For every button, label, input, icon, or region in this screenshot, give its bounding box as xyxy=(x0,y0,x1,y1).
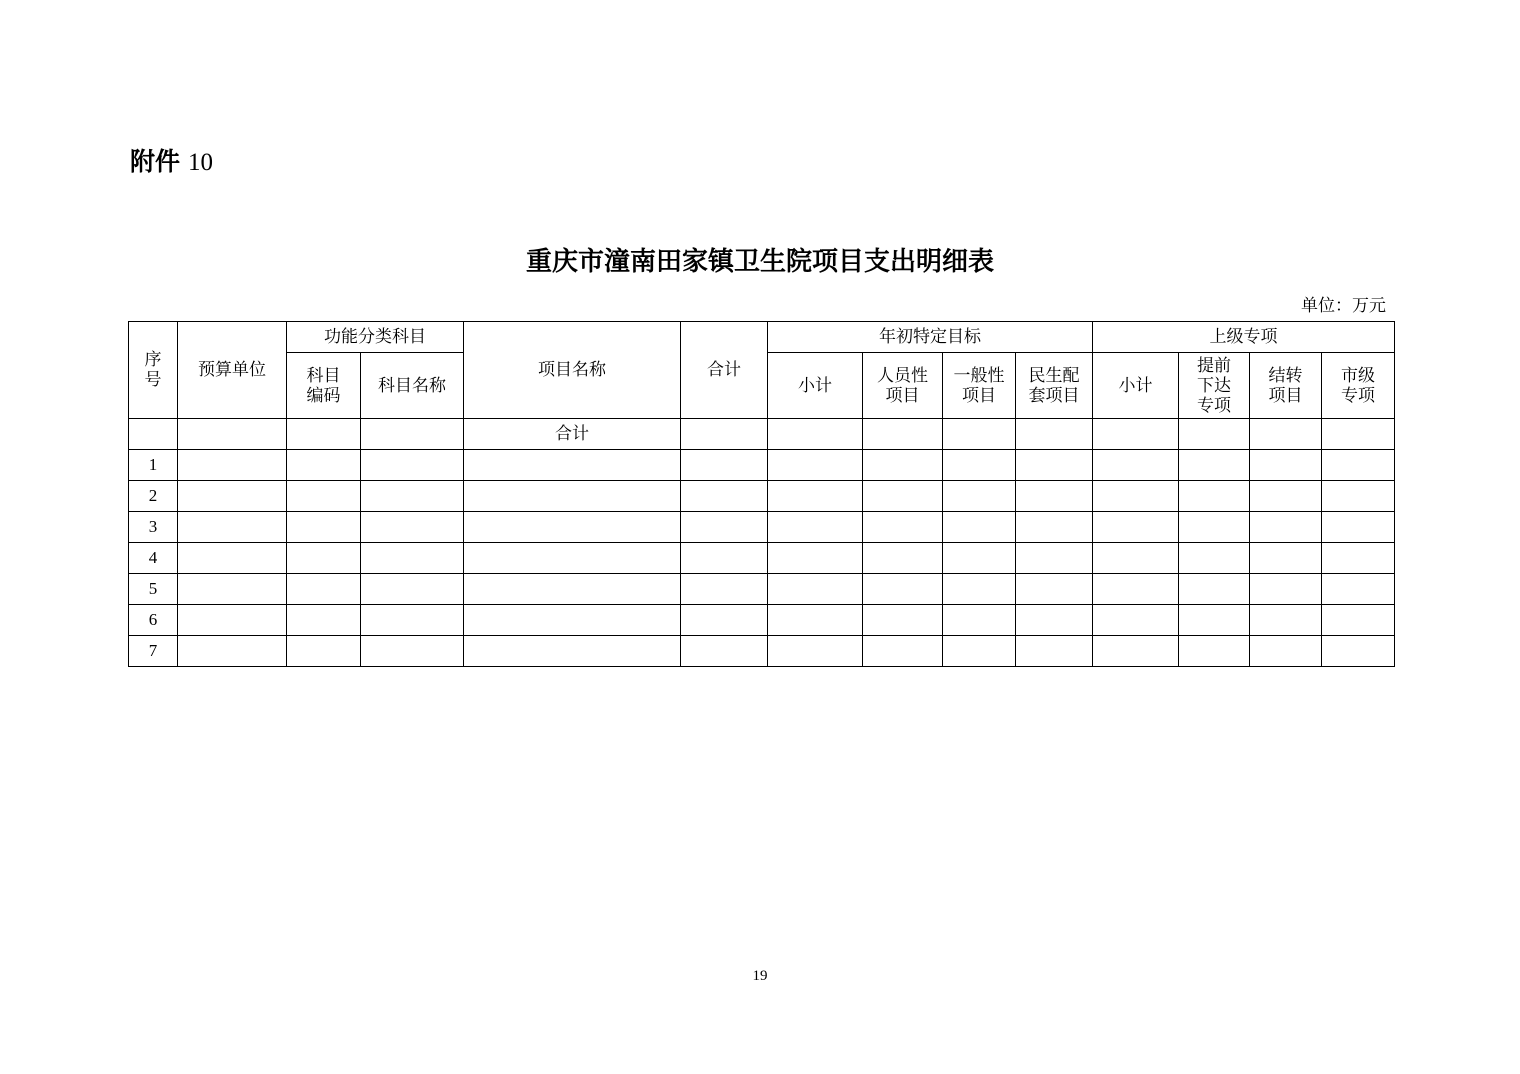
table-cell xyxy=(1322,605,1395,636)
table-cell xyxy=(943,481,1016,512)
table-cell xyxy=(768,636,863,667)
header-advance-special xyxy=(1179,353,1250,419)
table-cell xyxy=(1016,481,1093,512)
header-superior-special: 上级专项 xyxy=(1093,322,1395,353)
table-cell xyxy=(1179,481,1250,512)
row-number: 7 xyxy=(129,636,178,667)
table-cell xyxy=(1093,574,1179,605)
table-cell xyxy=(943,605,1016,636)
table-cell xyxy=(1250,512,1322,543)
table-cell xyxy=(287,636,361,667)
header-general-project xyxy=(943,353,1016,419)
table-cell xyxy=(1093,481,1179,512)
table-cell xyxy=(1016,636,1093,667)
table-cell xyxy=(287,419,361,450)
table-cell xyxy=(178,512,287,543)
header-general-line: 项目 xyxy=(962,385,996,406)
table-cell xyxy=(361,419,464,450)
table-cell xyxy=(1322,574,1395,605)
table-cell xyxy=(1250,481,1322,512)
table-cell xyxy=(464,481,681,512)
table-cell xyxy=(1322,636,1395,667)
table-row xyxy=(129,543,1395,574)
table-cell xyxy=(1322,419,1395,450)
table-cell xyxy=(178,419,287,450)
header-subject-code-line: 编码 xyxy=(306,385,341,406)
table-row xyxy=(129,481,1395,512)
table-cell xyxy=(464,605,681,636)
row-number: 3 xyxy=(129,512,178,543)
header-carryover-line: 项目 xyxy=(1268,385,1303,406)
header-livelihood-line: 套项目 xyxy=(1028,385,1080,406)
attachment-label xyxy=(130,146,213,179)
row-number: 1 xyxy=(129,450,178,481)
header-personnel-line: 项目 xyxy=(885,385,920,406)
header-city-line: 专项 xyxy=(1341,385,1375,406)
table-cell xyxy=(863,543,943,574)
table-cell xyxy=(361,574,464,605)
table-cell xyxy=(768,481,863,512)
table-cell xyxy=(1093,605,1179,636)
attachment-number: 10 xyxy=(187,149,213,176)
table-cell xyxy=(1093,512,1179,543)
table-cell xyxy=(863,574,943,605)
table-cell xyxy=(1179,419,1250,450)
table-cell xyxy=(1322,512,1395,543)
header-general-line: 一般性 xyxy=(953,365,1005,386)
table-cell xyxy=(361,512,464,543)
table-cell xyxy=(287,512,361,543)
table-cell xyxy=(768,450,863,481)
table-cell xyxy=(1322,481,1395,512)
table-cell xyxy=(681,636,768,667)
table-cell xyxy=(1016,419,1093,450)
header-livelihood-project xyxy=(1016,353,1093,419)
table-cell xyxy=(464,512,681,543)
header-project-name: 项目名称 xyxy=(464,322,681,419)
table-cell xyxy=(681,419,768,450)
table-cell xyxy=(863,512,943,543)
table-row xyxy=(129,574,1395,605)
table-cell xyxy=(768,419,863,450)
table-cell xyxy=(1179,512,1250,543)
table-cell xyxy=(1016,543,1093,574)
table-cell xyxy=(681,574,768,605)
header-advance-line: 提前 xyxy=(1197,355,1231,376)
table-cell xyxy=(1250,574,1322,605)
header-city-special xyxy=(1322,353,1395,419)
header-personnel-line: 人员性 xyxy=(877,365,928,386)
header-annual-subtotal: 小计 xyxy=(768,353,863,419)
table-cell xyxy=(943,512,1016,543)
table-cell xyxy=(1250,419,1322,450)
table-row xyxy=(129,605,1395,636)
header-subject-code-line: 科目 xyxy=(306,365,341,386)
table-cell xyxy=(361,605,464,636)
header-annual-target: 年初特定目标 xyxy=(768,322,1093,353)
table-cell xyxy=(1016,574,1093,605)
table-cell xyxy=(1093,636,1179,667)
header-advance-line: 专项 xyxy=(1197,395,1231,416)
table-cell xyxy=(681,512,768,543)
table-cell xyxy=(464,574,681,605)
table-cell xyxy=(1093,543,1179,574)
table-row xyxy=(129,636,1395,667)
table-cell xyxy=(287,605,361,636)
header-carryover-line: 结转 xyxy=(1268,365,1303,386)
table-cell xyxy=(863,636,943,667)
table-cell xyxy=(768,574,863,605)
table-cell xyxy=(681,481,768,512)
header-seq xyxy=(129,322,178,419)
table-cell xyxy=(943,636,1016,667)
table-cell xyxy=(1093,419,1179,450)
table-cell xyxy=(1250,636,1322,667)
table-cell xyxy=(287,574,361,605)
row-number: 6 xyxy=(129,605,178,636)
table-cell xyxy=(943,543,1016,574)
table-cell xyxy=(178,543,287,574)
header-function-classification: 功能分类科目 xyxy=(287,322,464,353)
table-title: 重庆市潼南田家镇卫生院项目支出明细表 xyxy=(525,247,994,277)
table-cell xyxy=(1179,450,1250,481)
expenditure-detail-table xyxy=(128,321,1395,667)
table-cell xyxy=(361,543,464,574)
table-cell xyxy=(1179,543,1250,574)
table-row xyxy=(129,450,1395,481)
table-cell xyxy=(287,450,361,481)
table-cell xyxy=(1250,605,1322,636)
table-cell xyxy=(1322,543,1395,574)
header-seq-line: 号 xyxy=(144,370,162,390)
table-cell xyxy=(863,450,943,481)
header-seq-line: 序 xyxy=(144,350,162,370)
table-cell xyxy=(1016,605,1093,636)
header-carryover-project xyxy=(1250,353,1322,419)
table-cell xyxy=(1250,543,1322,574)
header-advance-line: 下达 xyxy=(1197,375,1231,396)
table-cell xyxy=(464,636,681,667)
header-personnel-project xyxy=(863,353,943,419)
table-cell xyxy=(361,636,464,667)
header-budget-unit: 预算单位 xyxy=(178,322,287,419)
table-cell xyxy=(1016,450,1093,481)
header-superior-subtotal: 小计 xyxy=(1093,353,1179,419)
table-cell xyxy=(178,450,287,481)
page-number: 19 xyxy=(752,968,768,984)
table-cell xyxy=(464,450,681,481)
table-cell xyxy=(768,543,863,574)
table-row xyxy=(129,512,1395,543)
table-cell xyxy=(1179,574,1250,605)
table-cell xyxy=(287,543,361,574)
total-row-label: 合计 xyxy=(464,419,681,450)
table-cell xyxy=(863,481,943,512)
attachment-prefix: 附件 xyxy=(130,147,181,176)
table-cell xyxy=(863,419,943,450)
table-cell xyxy=(863,605,943,636)
unit-label: 单位：万元 xyxy=(1301,296,1386,316)
header-subject-code xyxy=(287,353,361,419)
table-cell xyxy=(178,605,287,636)
table-cell xyxy=(1322,450,1395,481)
table-cell xyxy=(287,481,361,512)
table-cell xyxy=(129,419,178,450)
header-subject-name: 科目名称 xyxy=(361,353,464,419)
table-cell xyxy=(1016,512,1093,543)
table-cell xyxy=(361,450,464,481)
header-livelihood-line: 民生配 xyxy=(1028,365,1080,386)
header-total: 合计 xyxy=(681,322,768,419)
table-cell xyxy=(178,574,287,605)
table-cell xyxy=(1093,450,1179,481)
header-city-line: 市级 xyxy=(1341,365,1375,386)
table-cell xyxy=(178,636,287,667)
table-cell xyxy=(681,605,768,636)
table-cell xyxy=(768,512,863,543)
table-cell xyxy=(1179,636,1250,667)
row-number: 2 xyxy=(129,481,178,512)
table-cell xyxy=(681,450,768,481)
table-cell xyxy=(1250,450,1322,481)
table-cell xyxy=(361,481,464,512)
table-cell xyxy=(943,574,1016,605)
table-cell xyxy=(768,605,863,636)
table-cell xyxy=(681,543,768,574)
table-cell xyxy=(178,481,287,512)
table-cell xyxy=(943,419,1016,450)
table-cell xyxy=(464,543,681,574)
row-number: 4 xyxy=(129,543,178,574)
table-cell xyxy=(1179,605,1250,636)
row-number: 5 xyxy=(129,574,178,605)
table-cell xyxy=(943,450,1016,481)
total-row xyxy=(129,419,1395,450)
data-rows xyxy=(129,450,1395,667)
